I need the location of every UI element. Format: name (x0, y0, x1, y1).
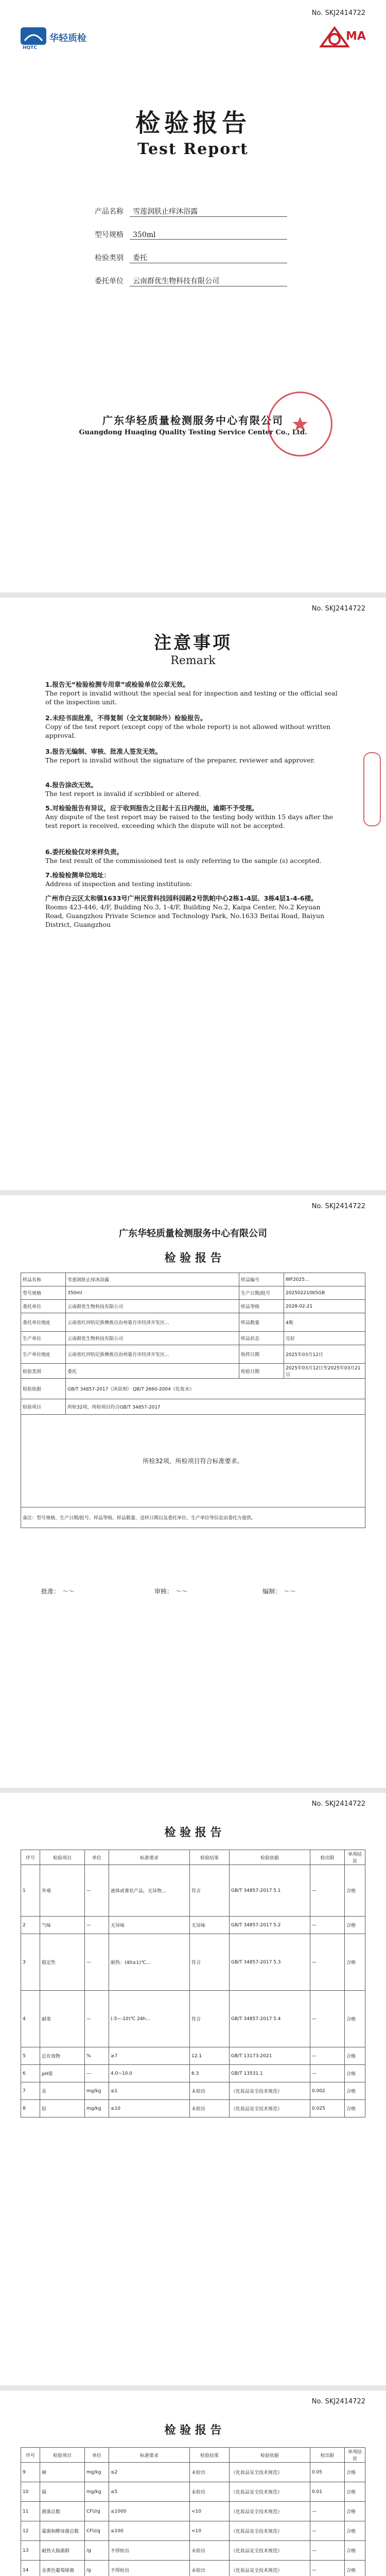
cell-label: 样品数量 (239, 1313, 284, 1332)
cell: 无异味 (109, 1917, 190, 1934)
cell-label: 样品状态 (239, 1332, 284, 1345)
notice-title-cn: 注意事项 (154, 633, 232, 653)
cell: 无异味 (190, 1917, 230, 1934)
cell: (-5~-10)℃ 24h... (109, 1991, 190, 2047)
cell: % (85, 2047, 109, 2065)
cell: 镉 (40, 2482, 85, 2502)
results-table (21, 1850, 365, 2117)
cell-label: 生产单位地址 (21, 1345, 66, 1364)
report-number: No. SKJ2414722 (311, 1202, 365, 1210)
col-header: 检出限 (310, 1850, 345, 1865)
table-row (21, 2541, 365, 2561)
notice-item (45, 747, 339, 765)
remarks-cell: 备注：型号规格、生产日期/批号、样品等级、样品数量、送样日期以及委托单位、生产单位等信息由委托方提供。 (21, 1507, 365, 1528)
cell-value: 云南省红河哈尼族彝族自治州蒙自市经济开发区... (66, 1313, 239, 1332)
cell: 6.3 (190, 2065, 230, 2082)
cell: 未检出 (190, 2082, 230, 2100)
cell: 汞 (40, 2082, 85, 2100)
table-row (21, 2100, 365, 2117)
col-header: 单项结论 (345, 2448, 365, 2463)
cell-label: 样品等级 (239, 1300, 284, 1313)
notice-title-en: Remark (170, 654, 216, 667)
cell: — (310, 2502, 345, 2521)
cell: 耐热：(40±1)℃... (109, 1934, 190, 1991)
col-header: 检出限 (310, 2448, 345, 2463)
page-separator (0, 1190, 386, 1195)
table-header (21, 1850, 365, 1865)
cover-title-cn: 检验报告 (135, 109, 251, 138)
cell: 砷 (40, 2463, 85, 2482)
cell: 气味 (40, 1917, 85, 1934)
cell: 未检出 (190, 2561, 230, 2576)
cell: ≤1000 (109, 2502, 190, 2521)
cell-value: 2028-02-21 (284, 1300, 365, 1313)
cover-field (87, 252, 293, 263)
signature-icon: 〜〜 (61, 1588, 74, 1595)
page-separator (0, 2385, 386, 2391)
cell-value: 云南群优生物科技有限公司 (66, 1300, 239, 1313)
notice-cn: 7.检验检测单位地址： (45, 871, 110, 879)
table-row (21, 1364, 365, 1379)
cell: — (85, 1865, 109, 1917)
table-row (21, 1865, 365, 1917)
cell: 6 (21, 2065, 40, 2082)
cell-label: 委托单位 (21, 1300, 66, 1313)
cell: 合格 (345, 1865, 365, 1917)
table-row (21, 2082, 365, 2100)
report-number: No. SKJ2414722 (311, 9, 365, 17)
col-header: 检验项目 (40, 2448, 85, 2463)
table-row (21, 1917, 365, 1934)
conclusion-text: 所检32项，所检项目符合标准要求。 (143, 1458, 243, 1465)
cell-label: 委托单位地址 (21, 1313, 66, 1332)
field-value: 云南群优生物科技有限公司 (130, 276, 287, 286)
summary-page (0, 1195, 386, 1788)
notice-cn: 6.委托检验仅对来样负责。 (45, 848, 123, 856)
summary-title: 检 验 报 告 (164, 1251, 222, 1265)
col-header: 单项结论 (345, 1850, 365, 1865)
results-page-1 (0, 1793, 386, 2385)
cell: 8 (21, 2100, 40, 2117)
notice-item (45, 871, 339, 888)
cell: 9 (21, 2463, 40, 2482)
cover-center-en: Guangdong Huaqing Quality Testing Service Center Co., Ltd. (79, 429, 307, 436)
notice-item (45, 848, 339, 865)
cell: — (85, 1917, 109, 1934)
cell: — (310, 1934, 345, 1991)
cell: 《化妆品安全技术规范》 (230, 2463, 310, 2482)
cell: 《化妆品安全技术规范》 (230, 2521, 310, 2541)
cell-label: 检验项目 (21, 1399, 66, 1415)
results-table (21, 2447, 365, 2576)
cell: 《化妆品安全技术规范》 (230, 2502, 310, 2521)
notice-item (45, 714, 339, 740)
report-number: No. SKJ2414722 (311, 2398, 365, 2405)
cover-center-cn: 广东华轻质量检测服务中心有限公司 (102, 414, 284, 427)
cell: 合格 (345, 2463, 365, 2482)
table-row (21, 1313, 365, 1332)
cell: GB/T 34857-2017 5.1 (230, 1865, 310, 1917)
notice-en: The test result of the commissioned test is only referring to the sample (s) accepted. (45, 857, 322, 865)
col-header: 检验依据 (230, 2448, 310, 2463)
cell-value: 云南群优生物科技有限公司 (66, 1332, 239, 1345)
address-en: Rooms 423-446, 4/F, Building No.3, 1-4/F, Building No.2, Kaipa Center, No.2 Keyuan Road, Guangzhou Private Science and Technology Park, No.1633 Beitai Road, Baiyun District, Guangzhou (45, 903, 325, 928)
table-row (21, 2065, 365, 2082)
cell: 《化妆品安全技术规范》 (230, 2482, 310, 2502)
cell: — (310, 1991, 345, 2047)
cell: — (310, 2065, 345, 2082)
cell: — (310, 2521, 345, 2541)
table-row (21, 1345, 365, 1364)
cell: — (310, 2047, 345, 2065)
cell: ≤5 (109, 2482, 190, 2502)
table-row (21, 1399, 365, 1415)
cell-value: 4瓶 (284, 1313, 365, 1332)
signature-icon: 〜〜 (283, 1588, 295, 1595)
table-row (21, 1415, 365, 1507)
cell: 外观 (40, 1865, 85, 1917)
cell: mg/kg (85, 2100, 109, 2117)
cell: 10 (21, 2482, 40, 2502)
cell: 未检出 (190, 2100, 230, 2117)
cell: 3 (21, 1934, 40, 1991)
field-key: 委托单位 (95, 277, 124, 285)
cell: 耐寒 (40, 1991, 85, 2047)
cell-value: 委托 (66, 1364, 239, 1379)
notice-en: Any dispute of the test report may be raised to the testing body within 15 days after the test report is received, exceeding which the dispute will not be accepted. (45, 813, 334, 829)
cover-field (87, 276, 293, 286)
cell-label: 生产日期/批号 (239, 1286, 284, 1300)
table-row (21, 1991, 365, 2047)
cell: /g (85, 2541, 109, 2561)
cell-label: 生产单位 (21, 1332, 66, 1345)
table-row (21, 1286, 365, 1300)
cell: 合格 (345, 2047, 365, 2065)
col-header: 序号 (21, 1850, 40, 1865)
cell: 耐热大肠菌群 (40, 2541, 85, 2561)
table-row (21, 2561, 365, 2576)
cell-value: 2025年03月12日 (284, 1345, 365, 1364)
table-row (21, 1379, 365, 1399)
cell: 合格 (345, 2482, 365, 2502)
cell: GB/T 34857-2017 5.2 (230, 1917, 310, 1934)
cell: 合格 (345, 2502, 365, 2521)
cell-label: 型号规格 (21, 1286, 66, 1300)
cell: 霉菌和酵母菌总数 (40, 2521, 85, 2541)
cell: ≤1 (109, 2082, 190, 2100)
seam-seal-icon (363, 752, 381, 826)
cell: 7 (21, 2082, 40, 2100)
table-row (21, 1507, 365, 1528)
table-row (21, 2502, 365, 2521)
cell: 液体或膏状产品，无异物... (109, 1865, 190, 1917)
cma-logo (319, 26, 365, 48)
cell-value: 云南省红河哈尼族彝族自治州蒙自市经济开发区... (66, 1345, 239, 1364)
cell: 《化妆品安全技术规范》 (230, 2082, 310, 2100)
cell-value: 完好 (284, 1332, 365, 1345)
report-number: No. SKJ2414722 (311, 605, 365, 613)
summary-table (21, 1273, 365, 1528)
notice-item (45, 804, 339, 830)
notice-en: The report is invalid without the signature of the preparer, reviewer and approver. (45, 756, 315, 764)
cell: 未检出 (190, 2463, 230, 2482)
table-row (21, 1300, 365, 1313)
page-separator (0, 592, 386, 598)
cell: 未检出 (190, 2482, 230, 2502)
report-number: No. SKJ2414722 (311, 1800, 365, 1808)
notice-item (45, 781, 339, 798)
cell: 不得检出 (109, 2561, 190, 2576)
cell: <10 (190, 2502, 230, 2521)
cell-label: 检验类别 (21, 1364, 66, 1379)
review-label: 审核： (154, 1588, 173, 1595)
col-header: 检验结果 (190, 2448, 230, 2463)
cell: ≤100 (109, 2521, 190, 2541)
address-cn: 广州市白云区太和镇1633号广州民营科技园科园路2号凯帕中心2栋1-4层、3栋4层1-4-6楼。 (45, 894, 318, 902)
cell-label: 样品名称 (21, 1273, 66, 1286)
notice-cn: 3.报告无编制、审核、批准人签发无效。 (45, 748, 162, 755)
table-row (21, 2047, 365, 2065)
cell: 0.025 (310, 2100, 345, 2117)
col-header: 检验结果 (190, 1850, 230, 1865)
cell: mg/kg (85, 2463, 109, 2482)
cell: CFU/g (85, 2521, 109, 2541)
cell-value: 所检32项，所检项目符合GB/T 34857-2017 (66, 1399, 365, 1415)
cell: 未检出 (190, 2541, 230, 2561)
cell: 合格 (345, 2521, 365, 2541)
cell: 《化妆品安全技术规范》 (230, 2541, 310, 2561)
cell: 0.01 (310, 2482, 345, 2502)
cover-page (0, 0, 386, 592)
col-header: 检验项目 (40, 1850, 85, 1865)
cell: mg/kg (85, 2482, 109, 2502)
cell: GB/T 13531.1 (230, 2065, 310, 2082)
table-row (21, 1934, 365, 1991)
col-header: 序号 (21, 2448, 40, 2463)
col-header: 单位 (85, 1850, 109, 1865)
cell: CFU/g (85, 2502, 109, 2521)
signature-icon: 〜〜 (174, 1588, 187, 1595)
cell: — (310, 1917, 345, 1934)
cell: 4 (21, 1991, 40, 2047)
hqtc-logo (21, 26, 103, 50)
cell: 符合 (190, 1991, 230, 2047)
notice-cn: 4.报告涂改无效。 (45, 781, 97, 789)
cell: 合格 (345, 2561, 365, 2576)
cma-text: MA (346, 30, 366, 43)
cell: ≤10 (109, 2100, 190, 2117)
notice-en: Copy of the test report (except copy of the whole report) is not allowed without written approval. (45, 723, 331, 739)
notice-en: Address of inspection and testing institution: (45, 880, 192, 888)
cell: GB/T 34857-2017 5.3 (230, 1934, 310, 1991)
cell: 12 (21, 2521, 40, 2541)
cell: 总有效物 (40, 2047, 85, 2065)
cover-field (87, 229, 293, 240)
hqtc-logo-icon (21, 27, 46, 45)
table-row (21, 2482, 365, 2502)
cell: 14 (21, 2561, 40, 2576)
cell-label: 样品编号 (239, 1273, 284, 1286)
notice-en: The report is invalid without the special seal for inspection and testing or the official seal of the inspection unit. (45, 689, 338, 706)
cell: — (310, 2561, 345, 2576)
approve-label: 批准： (41, 1588, 60, 1595)
summary-center-cn: 广东华轻质量检测服务中心有限公司 (119, 1228, 267, 1239)
table-row (21, 2463, 365, 2482)
notice-item (45, 680, 339, 706)
cell: 符合 (190, 1934, 230, 1991)
field-value: 350ml (130, 231, 287, 240)
cell: 12.1 (190, 2047, 230, 2065)
cell: 合格 (345, 2065, 365, 2082)
table-header (21, 2448, 365, 2463)
cell: — (85, 1934, 109, 1991)
cell: 13 (21, 2541, 40, 2561)
cell: 合格 (345, 1917, 365, 1934)
cell-value: GB/T 34857-2017《沐浴剂》 QB/T 2660-2004《化妆水》 (66, 1379, 365, 1399)
page-separator (0, 1788, 386, 1793)
cell: 4.0~10.0 (109, 2065, 190, 2082)
cell: /g (85, 2561, 109, 2576)
cell-value: 2025年03月12日至2025年03月21日 (284, 1364, 365, 1379)
cell: 菌落总数 (40, 2502, 85, 2521)
col-header: 标准要求 (109, 2448, 190, 2463)
cell-value: 雪莲润肤止痒沐浴露 (66, 1273, 239, 1286)
cell: 铅 (40, 2100, 85, 2117)
cell-value: 20250221065GB (284, 1286, 365, 1300)
cell-label: 检验日期 (239, 1364, 284, 1379)
cell: — (310, 1865, 345, 1917)
notice-address (45, 894, 339, 929)
cell: 合格 (345, 1991, 365, 2047)
cell: ≥7 (109, 2047, 190, 2065)
results-page-2 (0, 2391, 386, 2576)
col-header: 标准要求 (109, 1850, 190, 1865)
cell: 不得检出 (109, 2541, 190, 2561)
cell: 11 (21, 2502, 40, 2521)
cell-value: 350ml (66, 1286, 239, 1300)
notice-en: The test report is invalid if scribbled or altered. (45, 790, 201, 798)
cell: 2 (21, 1917, 40, 1934)
hqtc-brand-text: HQTC (23, 45, 37, 50)
review-signature (154, 1587, 187, 1596)
cover-title-en: Test Report (137, 140, 249, 158)
field-value: 雪莲润肤止痒沐浴露 (130, 206, 287, 217)
field-key: 产品名称 (95, 208, 124, 216)
conclusion-cell (21, 1415, 365, 1507)
cell-label: 检验依据 (21, 1379, 66, 1399)
col-header: 检验依据 (230, 1850, 310, 1865)
cell: 合格 (345, 1934, 365, 1991)
cell: 合格 (345, 2100, 365, 2117)
prep-label: 编制： (262, 1588, 282, 1595)
brand-cn: 华轻质检 (49, 33, 86, 44)
cell: 0.002 (310, 2082, 345, 2100)
cell: — (310, 2541, 345, 2561)
cell: 5 (21, 2047, 40, 2065)
cell: 合格 (345, 2541, 365, 2561)
cell: GB/T 13173-2021 (230, 2047, 310, 2065)
field-key: 检验类别 (95, 254, 124, 262)
cell: mg/kg (85, 2082, 109, 2100)
cell: 合格 (345, 2082, 365, 2100)
cell-value: WF2025... (284, 1273, 365, 1286)
cell: 0.05 (310, 2463, 345, 2482)
cell: 金黄色葡萄球菌 (40, 2561, 85, 2576)
notice-cn: 5.对检验报告有异议，应于收到报告之日起十五日内提出，逾期不予受理。 (45, 804, 258, 812)
table-row (21, 1273, 365, 1286)
table-row (21, 1332, 365, 1345)
cell-label: 收样日期 (239, 1345, 284, 1364)
official-seal-icon (268, 392, 332, 456)
field-key: 型号规格 (95, 231, 124, 239)
cell: ≤2 (109, 2463, 190, 2482)
field-value: 委托 (130, 252, 287, 263)
cell: 稳定性 (40, 1934, 85, 1991)
cell: 符合 (190, 1865, 230, 1917)
approve-signature (41, 1587, 74, 1596)
cell: — (85, 1991, 109, 2047)
results-title: 检 验 报 告 (164, 1826, 222, 1839)
cell: pH值 (40, 2065, 85, 2082)
cell: <10 (190, 2521, 230, 2541)
results-title: 检 验 报 告 (164, 2424, 222, 2437)
cell: 《化妆品安全技术规范》 (230, 2561, 310, 2576)
cell: 1 (21, 1865, 40, 1917)
cover-field (87, 206, 293, 217)
col-header: 单位 (85, 2448, 109, 2463)
prep-signature (262, 1587, 295, 1596)
table-row (21, 2521, 365, 2541)
cell: 《化妆品安全技术规范》 (230, 2100, 310, 2117)
notice-cn: 2.未经书面批准，不得复制（全文复制除外）检验报告。 (45, 714, 207, 722)
notice-cn: 1.报告无“检验检测专用章”或检验单位公章无效。 (45, 681, 189, 688)
notice-page (0, 598, 386, 1190)
cell: — (85, 2065, 109, 2082)
cell: GB/T 34857-2017 5.4 (230, 1991, 310, 2047)
